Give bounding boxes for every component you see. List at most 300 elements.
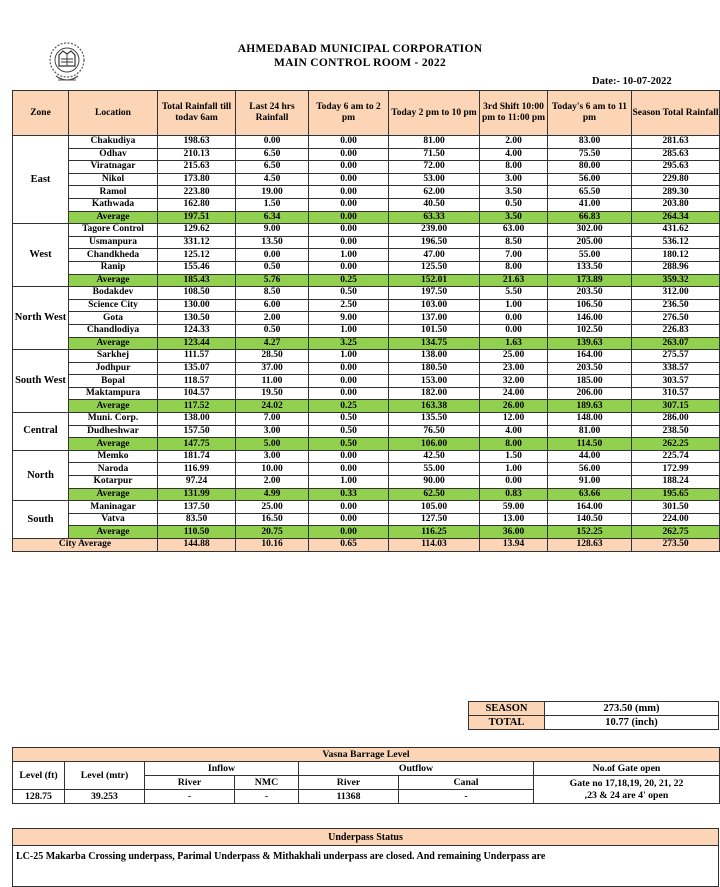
value-cell: 197.50 [389, 287, 480, 300]
location-cell: Kotarpur [69, 476, 158, 489]
value-cell: 431.62 [632, 224, 720, 237]
value-cell: 105.00 [389, 501, 480, 514]
value-cell: 3.00 [236, 425, 309, 438]
vasna-title: Vasna Barrage Level [13, 748, 720, 762]
col-total-rainfall: Total Rainfall till todav 6am [158, 91, 236, 136]
zone-cell: Central [13, 413, 69, 451]
value-cell: 203.80 [632, 198, 720, 211]
value-cell: 172.99 [632, 463, 720, 476]
value-cell: 37.00 [236, 362, 309, 375]
col-season-total: Season Total Rainfall [632, 91, 720, 136]
average-label: Average [69, 438, 158, 451]
gate-open-text [534, 776, 720, 804]
value-cell: 97.24 [158, 476, 236, 489]
table-row [13, 312, 720, 325]
value-cell: 138.00 [158, 413, 236, 426]
average-value-cell: 0.00 [309, 211, 389, 224]
rainfall-table-header [13, 91, 720, 136]
value-cell: 286.00 [632, 413, 720, 426]
value-cell: 6.50 [236, 161, 309, 174]
gate-open-text-line1: Gate no 17,18,19, 20, 21, 22 [569, 777, 684, 789]
average-value-cell: 0.25 [309, 400, 389, 413]
city-average-value-cell: 128.63 [548, 539, 632, 552]
table-row [13, 362, 720, 375]
value-cell: 16.50 [236, 513, 309, 526]
table-row [13, 198, 720, 211]
gate-open-text-line2: ,23 & 24 are 4' open [584, 789, 669, 801]
value-cell: 81.00 [389, 136, 480, 149]
value-cell: 104.57 [158, 387, 236, 400]
total-label: TOTAL [469, 716, 545, 730]
table-row [13, 299, 720, 312]
table-row [13, 375, 720, 388]
col-todays-total: Today's 6 am to 11 pm [548, 91, 632, 136]
value-cell: 225.74 [632, 450, 720, 463]
average-value-cell: 0.00 [309, 526, 389, 539]
value-cell: 0.00 [309, 198, 389, 211]
zone-cell: North [13, 450, 69, 500]
average-value-cell: 262.75 [632, 526, 720, 539]
location-cell: Chandkheda [69, 249, 158, 262]
report-date: Date:- 10-07-2022 [592, 76, 672, 87]
city-average-value-cell: 13.94 [480, 539, 548, 552]
value-cell: 198.63 [158, 136, 236, 149]
inflow-label: Inflow [145, 762, 299, 776]
table-row [13, 350, 720, 363]
outflow-river-label: River [299, 776, 399, 790]
table-row [13, 513, 720, 526]
value-cell: 55.00 [548, 249, 632, 262]
location-cell: Maktampura [69, 387, 158, 400]
inflow-nmc-label: NMC [235, 776, 299, 790]
total-value: 10.77 (inch) [545, 716, 719, 730]
average-value-cell: 147.75 [158, 438, 236, 451]
value-cell: 41.00 [548, 198, 632, 211]
outflow-river-value: 11368 [299, 790, 399, 804]
table-row [13, 425, 720, 438]
value-cell: 76.50 [389, 425, 480, 438]
value-cell: 162.80 [158, 198, 236, 211]
average-value-cell: 1.63 [480, 337, 548, 350]
zone-average-row [13, 211, 720, 224]
value-cell: 148.00 [548, 413, 632, 426]
outflow-canal-label: Canal [399, 776, 534, 790]
value-cell: 180.50 [389, 362, 480, 375]
inflow-river-label: River [145, 776, 235, 790]
average-value-cell: 20.75 [236, 526, 309, 539]
col-zone: Zone [13, 91, 69, 136]
location-cell: Naroda [69, 463, 158, 476]
value-cell: 173.80 [158, 173, 236, 186]
value-cell: 6.00 [236, 299, 309, 312]
average-value-cell: 4.27 [236, 337, 309, 350]
value-cell: 83.00 [548, 136, 632, 149]
average-value-cell: 110.50 [158, 526, 236, 539]
average-value-cell: 263.07 [632, 337, 720, 350]
average-value-cell: 0.33 [309, 488, 389, 501]
value-cell: 118.57 [158, 375, 236, 388]
value-cell: 56.00 [548, 463, 632, 476]
city-average-value-cell: 10.16 [236, 539, 309, 552]
value-cell: 224.00 [632, 513, 720, 526]
value-cell: 137.50 [158, 501, 236, 514]
value-cell: 0.00 [309, 136, 389, 149]
zone-average-row [13, 274, 720, 287]
underpass-title: Underpass Status [13, 829, 719, 846]
average-value-cell: 173.89 [548, 274, 632, 287]
value-cell: 1.00 [309, 324, 389, 337]
value-cell: 40.50 [389, 198, 480, 211]
value-cell: 164.00 [548, 501, 632, 514]
value-cell: 130.00 [158, 299, 236, 312]
value-cell: 0.00 [309, 161, 389, 174]
table-row [13, 463, 720, 476]
value-cell: 1.00 [480, 299, 548, 312]
value-cell: 0.00 [236, 136, 309, 149]
table-row [13, 413, 720, 426]
table-row [13, 324, 720, 337]
value-cell: 62.00 [389, 186, 480, 199]
value-cell: 2.00 [236, 312, 309, 325]
value-cell: 180.12 [632, 249, 720, 262]
average-value-cell: 5.76 [236, 274, 309, 287]
value-cell: 24.00 [480, 387, 548, 400]
table-row [13, 186, 720, 199]
value-cell: 182.00 [389, 387, 480, 400]
table-row [13, 501, 720, 514]
average-value-cell: 139.63 [548, 337, 632, 350]
value-cell: 28.50 [236, 350, 309, 363]
value-cell: 10.00 [236, 463, 309, 476]
inflow-river-value: - [145, 790, 235, 804]
value-cell: 238.50 [632, 425, 720, 438]
average-value-cell: 116.25 [389, 526, 480, 539]
value-cell: 210.13 [158, 148, 236, 161]
average-value-cell: 152.01 [389, 274, 480, 287]
table-row [13, 224, 720, 237]
value-cell: 0.00 [309, 236, 389, 249]
location-cell: Ranip [69, 261, 158, 274]
value-cell: 25.00 [480, 350, 548, 363]
location-cell: Ramol [69, 186, 158, 199]
value-cell: 133.50 [548, 261, 632, 274]
location-cell: Maninagar [69, 501, 158, 514]
value-cell: 0.50 [309, 413, 389, 426]
location-cell: Usmanpura [69, 236, 158, 249]
value-cell: 13.00 [480, 513, 548, 526]
value-cell: 111.57 [158, 350, 236, 363]
average-value-cell: 66.83 [548, 211, 632, 224]
value-cell: 303.57 [632, 375, 720, 388]
value-cell: 223.80 [158, 186, 236, 199]
value-cell: 135.07 [158, 362, 236, 375]
value-cell: 289.30 [632, 186, 720, 199]
control-room-title: MAIN CONTROL ROOM - 2022 [273, 57, 447, 69]
location-cell: Jodhpur [69, 362, 158, 375]
value-cell: 11.00 [236, 375, 309, 388]
average-value-cell: 24.02 [236, 400, 309, 413]
value-cell: 108.50 [158, 287, 236, 300]
inflow-nmc-value: - [235, 790, 299, 804]
zone-average-row [13, 526, 720, 539]
value-cell: 229.80 [632, 173, 720, 186]
value-cell: 1.00 [309, 350, 389, 363]
value-cell: 203.50 [548, 362, 632, 375]
value-cell: 236.50 [632, 299, 720, 312]
value-cell: 47.00 [389, 249, 480, 262]
value-cell: 338.57 [632, 362, 720, 375]
location-cell: Gota [69, 312, 158, 325]
average-value-cell: 195.65 [632, 488, 720, 501]
table-row [13, 450, 720, 463]
average-value-cell: 264.34 [632, 211, 720, 224]
location-cell: Viratnagar [69, 161, 158, 174]
season-label: SEASON [469, 702, 545, 716]
value-cell: 53.00 [389, 173, 480, 186]
value-cell: 8.00 [480, 261, 548, 274]
value-cell: 1.00 [480, 463, 548, 476]
value-cell: 275.57 [632, 350, 720, 363]
average-value-cell: 62.50 [389, 488, 480, 501]
value-cell: 13.50 [236, 236, 309, 249]
zone-cell: West [13, 224, 69, 287]
value-cell: 1.50 [480, 450, 548, 463]
value-cell: 0.50 [309, 425, 389, 438]
rainfall-table [12, 90, 720, 552]
average-value-cell: 0.83 [480, 488, 548, 501]
value-cell: 153.00 [389, 375, 480, 388]
table-row [13, 249, 720, 262]
value-cell: 91.00 [548, 476, 632, 489]
value-cell: 226.83 [632, 324, 720, 337]
value-cell: 81.00 [548, 425, 632, 438]
location-cell: Memko [69, 450, 158, 463]
value-cell: 536.12 [632, 236, 720, 249]
outflow-label: Outflow [299, 762, 534, 776]
average-value-cell: 307.15 [632, 400, 720, 413]
zone-average-row [13, 400, 720, 413]
average-value-cell: 26.00 [480, 400, 548, 413]
value-cell: 8.50 [480, 236, 548, 249]
value-cell: 0.00 [309, 148, 389, 161]
value-cell: 2.00 [236, 476, 309, 489]
value-cell: 0.00 [309, 186, 389, 199]
city-average-value-cell: 114.03 [389, 539, 480, 552]
col-last-24hrs: Last 24 hrs Rainfall [236, 91, 309, 136]
zone-average-row [13, 488, 720, 501]
average-value-cell: 123.44 [158, 337, 236, 350]
average-label: Average [69, 211, 158, 224]
value-cell: 1.50 [236, 198, 309, 211]
value-cell: 0.00 [480, 324, 548, 337]
value-cell: 0.00 [309, 261, 389, 274]
table-row [13, 161, 720, 174]
value-cell: 19.50 [236, 387, 309, 400]
value-cell: 205.00 [548, 236, 632, 249]
value-cell: 63.00 [480, 224, 548, 237]
value-cell: 0.00 [309, 375, 389, 388]
average-value-cell: 163.38 [389, 400, 480, 413]
value-cell: 72.00 [389, 161, 480, 174]
value-cell: 206.00 [548, 387, 632, 400]
value-cell: 0.00 [309, 463, 389, 476]
value-cell: 146.00 [548, 312, 632, 325]
value-cell: 1.00 [309, 476, 389, 489]
value-cell: 0.00 [309, 501, 389, 514]
value-cell: 12.00 [480, 413, 548, 426]
average-label: Average [69, 526, 158, 539]
average-value-cell: 4.99 [236, 488, 309, 501]
location-cell: Dudheshwar [69, 425, 158, 438]
average-label: Average [69, 274, 158, 287]
city-average-row [13, 539, 720, 552]
value-cell: 312.00 [632, 287, 720, 300]
underpass-text: LC-25 Makarba Crossing underpass, Parimal Underpass & Mithakhali underpass are closed. And remaining Underpass are [13, 846, 719, 887]
value-cell: 215.63 [158, 161, 236, 174]
value-cell: 25.00 [236, 501, 309, 514]
zone-average-row [13, 438, 720, 451]
location-cell: Bodakdev [69, 287, 158, 300]
value-cell: 0.00 [309, 173, 389, 186]
average-label: Average [69, 400, 158, 413]
average-value-cell: 3.50 [480, 211, 548, 224]
value-cell: 3.50 [480, 186, 548, 199]
table-row [13, 476, 720, 489]
value-cell: 302.00 [548, 224, 632, 237]
value-cell: 137.00 [389, 312, 480, 325]
location-cell: Muni. Corp. [69, 413, 158, 426]
value-cell: 0.00 [309, 224, 389, 237]
value-cell: 196.50 [389, 236, 480, 249]
average-value-cell: 63.66 [548, 488, 632, 501]
location-cell: Bopal [69, 375, 158, 388]
value-cell: 130.50 [158, 312, 236, 325]
zone-average-row [13, 337, 720, 350]
value-cell: 0.50 [309, 287, 389, 300]
value-cell: 164.00 [548, 350, 632, 363]
zone-cell: North West [13, 287, 69, 350]
value-cell: 56.00 [548, 173, 632, 186]
value-cell: 124.33 [158, 324, 236, 337]
average-value-cell: 359.32 [632, 274, 720, 287]
value-cell: 3.00 [480, 173, 548, 186]
value-cell: 7.00 [236, 413, 309, 426]
level-mtr-value: 39.253 [65, 790, 145, 804]
value-cell: 103.00 [389, 299, 480, 312]
table-row [13, 148, 720, 161]
value-cell: 80.00 [548, 161, 632, 174]
value-cell: 157.50 [158, 425, 236, 438]
value-cell: 125.12 [158, 249, 236, 262]
value-cell: 0.50 [480, 198, 548, 211]
value-cell: 116.99 [158, 463, 236, 476]
table-row [13, 261, 720, 274]
value-cell: 44.00 [548, 450, 632, 463]
value-cell: 140.50 [548, 513, 632, 526]
value-cell: 2.00 [480, 136, 548, 149]
value-cell: 331.12 [158, 236, 236, 249]
level-ft-value: 128.75 [13, 790, 65, 804]
org-title: AHMEDABAD MUNICIPAL CORPORATION [237, 43, 483, 55]
average-value-cell: 36.00 [480, 526, 548, 539]
value-cell: 90.00 [389, 476, 480, 489]
value-cell: 1.00 [309, 249, 389, 262]
location-cell: Chandlodiya [69, 324, 158, 337]
value-cell: 0.00 [309, 362, 389, 375]
average-value-cell: 189.63 [548, 400, 632, 413]
city-average-value-cell: 273.50 [632, 539, 720, 552]
value-cell: 181.74 [158, 450, 236, 463]
value-cell: 0.50 [236, 324, 309, 337]
value-cell: 295.63 [632, 161, 720, 174]
value-cell: 8.50 [236, 287, 309, 300]
value-cell: 9.00 [236, 224, 309, 237]
value-cell: 83.50 [158, 513, 236, 526]
vasna-barrage-table [12, 747, 720, 804]
col-today-6am-2pm: Today 6 am to 2 pm [309, 91, 389, 136]
value-cell: 288.96 [632, 261, 720, 274]
value-cell: 59.00 [480, 501, 548, 514]
location-cell: Vatva [69, 513, 158, 526]
season-value: 273.50 (mm) [545, 702, 719, 716]
average-value-cell: 8.00 [480, 438, 548, 451]
value-cell: 310.57 [632, 387, 720, 400]
value-cell: 7.00 [480, 249, 548, 262]
value-cell: 4.00 [480, 425, 548, 438]
value-cell: 5.50 [480, 287, 548, 300]
value-cell: 71.50 [389, 148, 480, 161]
col-3rd-shift: 3rd Shift 10:00 pm to 11:00 pm [480, 91, 548, 136]
table-row [13, 136, 720, 149]
value-cell: 75.50 [548, 148, 632, 161]
value-cell: 155.46 [158, 261, 236, 274]
average-value-cell: 185.43 [158, 274, 236, 287]
value-cell: 9.00 [309, 312, 389, 325]
value-cell: 276.50 [632, 312, 720, 325]
value-cell: 0.50 [236, 261, 309, 274]
value-cell: 285.63 [632, 148, 720, 161]
value-cell: 135.50 [389, 413, 480, 426]
location-cell: Science City [69, 299, 158, 312]
average-value-cell: 106.00 [389, 438, 480, 451]
location-cell: Sarkhej [69, 350, 158, 363]
value-cell: 127.50 [389, 513, 480, 526]
average-value-cell: 3.25 [309, 337, 389, 350]
average-value-cell: 131.99 [158, 488, 236, 501]
value-cell: 203.50 [548, 287, 632, 300]
value-cell: 42.50 [389, 450, 480, 463]
value-cell: 0.00 [309, 513, 389, 526]
average-value-cell: 0.50 [309, 438, 389, 451]
location-cell: Kathwada [69, 198, 158, 211]
value-cell: 188.24 [632, 476, 720, 489]
value-cell: 239.00 [389, 224, 480, 237]
col-today-2pm-10pm: Today 2 pm to 10 pm [389, 91, 480, 136]
level-mtr-label: Level (mtr) [65, 762, 145, 790]
location-cell: Odhav [69, 148, 158, 161]
value-cell: 6.50 [236, 148, 309, 161]
table-row [13, 287, 720, 300]
gate-open-label: No.of Gate open [534, 762, 720, 776]
value-cell: 0.00 [309, 450, 389, 463]
average-value-cell: 117.52 [158, 400, 236, 413]
value-cell: 129.62 [158, 224, 236, 237]
value-cell: 101.50 [389, 324, 480, 337]
value-cell: 106.50 [548, 299, 632, 312]
value-cell: 0.00 [309, 387, 389, 400]
average-value-cell: 5.00 [236, 438, 309, 451]
average-label: Average [69, 337, 158, 350]
